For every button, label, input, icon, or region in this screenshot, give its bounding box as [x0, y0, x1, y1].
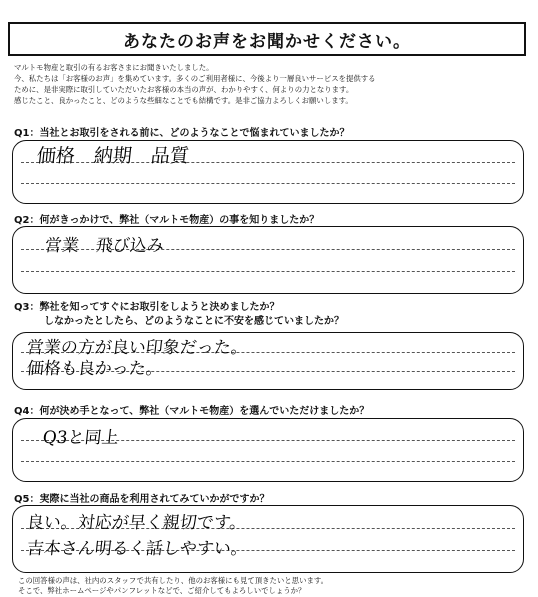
question-label: Q1：当社とお取引をされる前に、どのようなことで悩まれていましたか？	[14, 128, 350, 139]
answer-5-line-2: 吉本さん明るく話しやすい。	[25, 539, 249, 559]
answer-3-line-1: 営業の方が良い印象だった。	[25, 338, 249, 358]
question-label: Q3：弊社を知ってすぐにお取引をしようと決めましたか？	[14, 302, 280, 313]
question-label: Q4：何が決め手となって、弊社（マルトモ物産）を選んでいただけましたか？	[14, 406, 370, 417]
answer-4-line-1: Q3と同上	[41, 428, 120, 448]
answer-box-4	[12, 418, 524, 482]
question-4	[14, 402, 369, 417]
question-5	[14, 490, 269, 505]
intro-line: 今、私たちは「お客様のお声」を集めています。多くのご利用者様に、今後より一層良いサービスを提供する	[14, 74, 376, 83]
intro-line: マルトモ物産と取引の有るお客さまにお聞きいたしました。	[14, 63, 214, 72]
footer-note	[18, 576, 530, 596]
page-title: あなたのお声をお聞かせください。	[8, 22, 526, 56]
intro-line: ために、是非実際に取引していただいたお客様の本当の声が、わかりやすく、何よりの力となります。	[14, 85, 354, 94]
answer-1-line-1: 価格 納期 品質	[35, 145, 191, 167]
answer-box-3	[12, 332, 524, 390]
question-label: Q2：何がきっかけで、弊社（マルトモ物産）の事を知りましたか？	[14, 215, 320, 226]
question-1	[14, 124, 349, 139]
footer-line: そこで、弊社ホームページやパンフレットなどで、ご紹介してもよろしいでしょうか？	[18, 586, 306, 595]
question-sub-label: しなかったとしたら、どのようなことに不安を感じていましたか？	[44, 316, 344, 327]
answer-3-line-2: 価格も良かった。	[25, 359, 164, 379]
answer-5-line-1: 良い。対応が早く親切です。	[25, 513, 248, 533]
answer-box-5	[12, 505, 524, 573]
question-label: Q5：実際に当社の商品を利用されてみていかがですか？	[14, 494, 270, 505]
answer-box-1	[12, 140, 524, 204]
footer-line: この回答様の声は、社内のスタッフで共有したり、他のお客様にも見て頂きたいと思います。	[18, 576, 329, 585]
answer-box-2	[12, 226, 524, 294]
question-3	[14, 301, 344, 329]
question-2	[14, 211, 319, 226]
intro-line: 感じたこと、良かったこと、どのような些細なことでも結構です。是非ご協力よろしくお願いします。	[14, 96, 353, 105]
answer-2-line-1: 営業 飛び込み	[43, 236, 165, 256]
intro-text	[14, 62, 526, 106]
